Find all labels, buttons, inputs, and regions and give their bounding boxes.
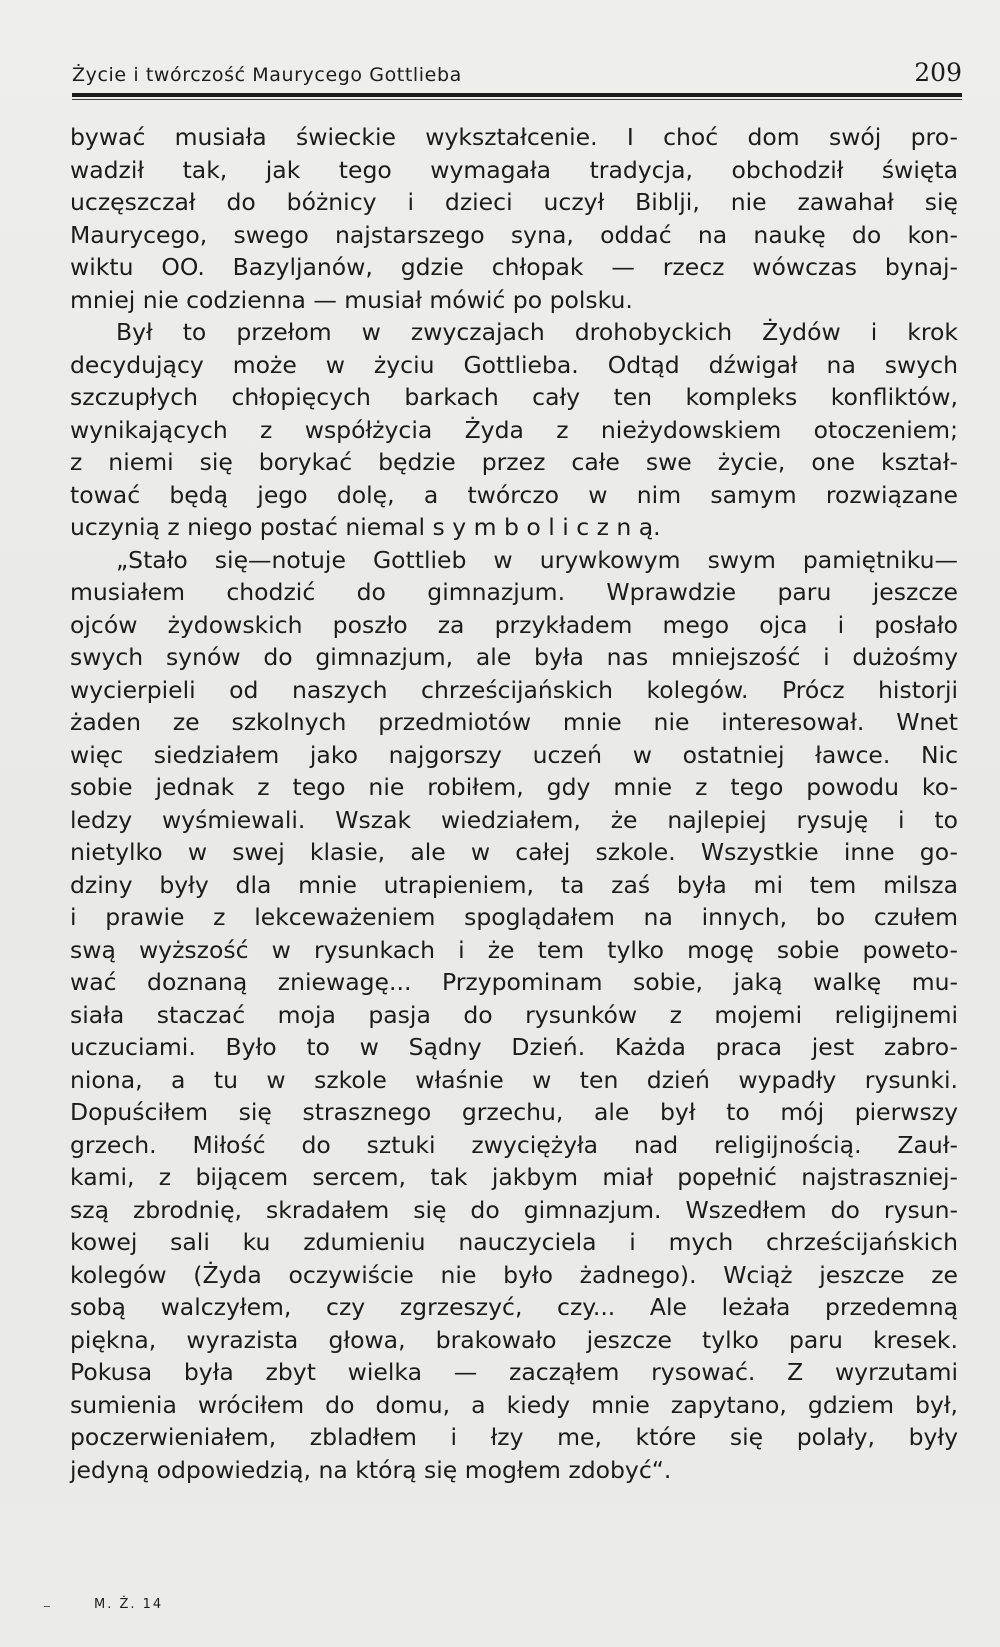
text-line: wynikających z współżycia Żyda z nieżydowskiem otoczeniem; [70,415,958,444]
text-line: kolegów (Żyda oczywiście nie było żadnego). Wciąż jeszcze ze [70,1260,958,1289]
footer-mark [44,1606,50,1607]
page-number: 209 [914,58,962,87]
text-line: niona, a tu w szkole właśnie w ten dzień wypadły rysunki. [70,1065,958,1094]
text-line: ledzy wyśmiewali. Wszak wiedziałem, że najlepiej rysuję i to [70,805,958,834]
text-line: Był to przełom w zwyczajach drohobyckich Żydów i krok [116,318,958,346]
text-line: tować będą jego dolę, a twórczo w nim samym rozwiązane [70,480,958,509]
signature-mark: M. Ż. 14 [94,1597,164,1612]
text-line: więc siedziałem jako najgorszy uczeń w ostatniej ławce. Nic [70,740,958,769]
text-line: uczęszczał do bóżnicy i dzieci uczył Biblji, nie zawahał się [70,188,958,216]
text-line: „Stało się—notuje Gottlieb w urywkowym swym pamiętniku— [116,545,958,574]
header-rule-thick [72,93,962,97]
text-line: sobą walczyłem, czy zgrzeszyć, czy... Ale leżała przedemną [70,1293,958,1321]
text-line: nietylko w swej klasie, ale w całej szkole. Wszystkie inne go- [70,838,958,866]
text-line: żaden ze szkolnych przedmiotów mnie nie interesował. Wnet [70,708,958,736]
running-header [72,58,962,92]
text-line: piękna, wyrazista głowa, brakowało jeszcze tylko paru kresek. [70,1325,958,1354]
text-line: mniej nie codzienna — musiał mówić po polsku. [70,285,633,314]
text-line: dziny były dla mnie utrapieniem, ta zaś była mi tem milsza [70,870,958,899]
text-line: grzech. Miłość do sztuki zwyciężyła nad religijnością. Zauł- [70,1130,958,1159]
text-line: poczerwieniałem, zbladłem i łzy me, które się polały, były [70,1423,958,1451]
text-line: siała staczać moja pasja do rysunków z mojemi religijnemi [70,1000,958,1029]
text-line: kami, z bijącem sercem, tak jakbym miał popełnić najstraszniej- [70,1163,958,1191]
text-line: kowej sali ku zdumieniu nauczyciela i mych chrześcijańskich [70,1228,958,1256]
text-line: Pokusa była zbyt wielka — zacząłem rysować. Z wyrzutami [70,1358,958,1386]
text-line: swą wyższość w rysunkach i że tem tylko mogę sobie poweto- [70,935,958,964]
text-line: Dopuściłem się strasznego grzechu, ale był to mój pierwszy [70,1098,958,1126]
text-line: decydujący może w życiu Gottlieba. Odtąd dźwigał na swych [70,350,958,379]
text-line: szą zbrodnię, skradałem się do gimnazjum. Wszedłem do rysun- [70,1195,958,1224]
text-line: wycierpieli od naszych chrześcijańskich kolegów. Prócz historji [70,675,958,704]
text-line: sobie jednak z tego nie robiłem, gdy mnie z tego powodu ko- [70,773,958,801]
text-line: uczynią z niego postać niemal s y m b o l i c z n ą. [70,513,661,541]
body-text [70,121,958,1486]
header-rule-thin [72,99,962,100]
text-line: swych synów do gimnazjum, ale była nas mniejszość i dużośmy [70,643,958,671]
text-line: wadził tak, jak tego wymagała tradycja, obchodził święta [70,155,958,184]
text-line: z niemi się borykać będzie przez całe swe życie, one kształ- [70,448,958,476]
text-line: sumienia wróciłem do domu, a kiedy mnie zapytano, gdziem był, [70,1390,958,1419]
text-line: uczuciami. Było to w Sądny Dzień. Każda praca jest zabro- [70,1033,958,1061]
text-line: Maurycego, swego najstarszego syna, oddać na naukę do kon- [70,220,958,249]
text-line: ojców żydowskich poszło za przykładem mego ojca i posłało [70,610,958,639]
text-line: jedyną odpowiedzią, na którą się mogłem zdobyć“. [70,1455,672,1484]
text-line: wać doznaną zniewagę... Przypominam sobie, jaką walkę mu- [70,968,958,996]
text-line: bywać musiała świeckie wykształcenie. I choć dom swój pro- [70,123,958,151]
text-line: wiktu OO. Bazyljanów, gdzie chłopak — rzecz wówczas bynaj- [70,253,958,281]
running-title: Życie i twórczość Maurycego Gottlieba [72,64,462,86]
text-line: i prawie z lekceważeniem spoglądałem na innych, bo czułem [70,903,958,931]
text-line: musiałem chodzić do gimnazjum. Wprawdzie paru jeszcze [70,578,958,606]
text-line: szczupłych chłopięcych barkach cały ten kompleks konfliktów, [70,383,958,411]
